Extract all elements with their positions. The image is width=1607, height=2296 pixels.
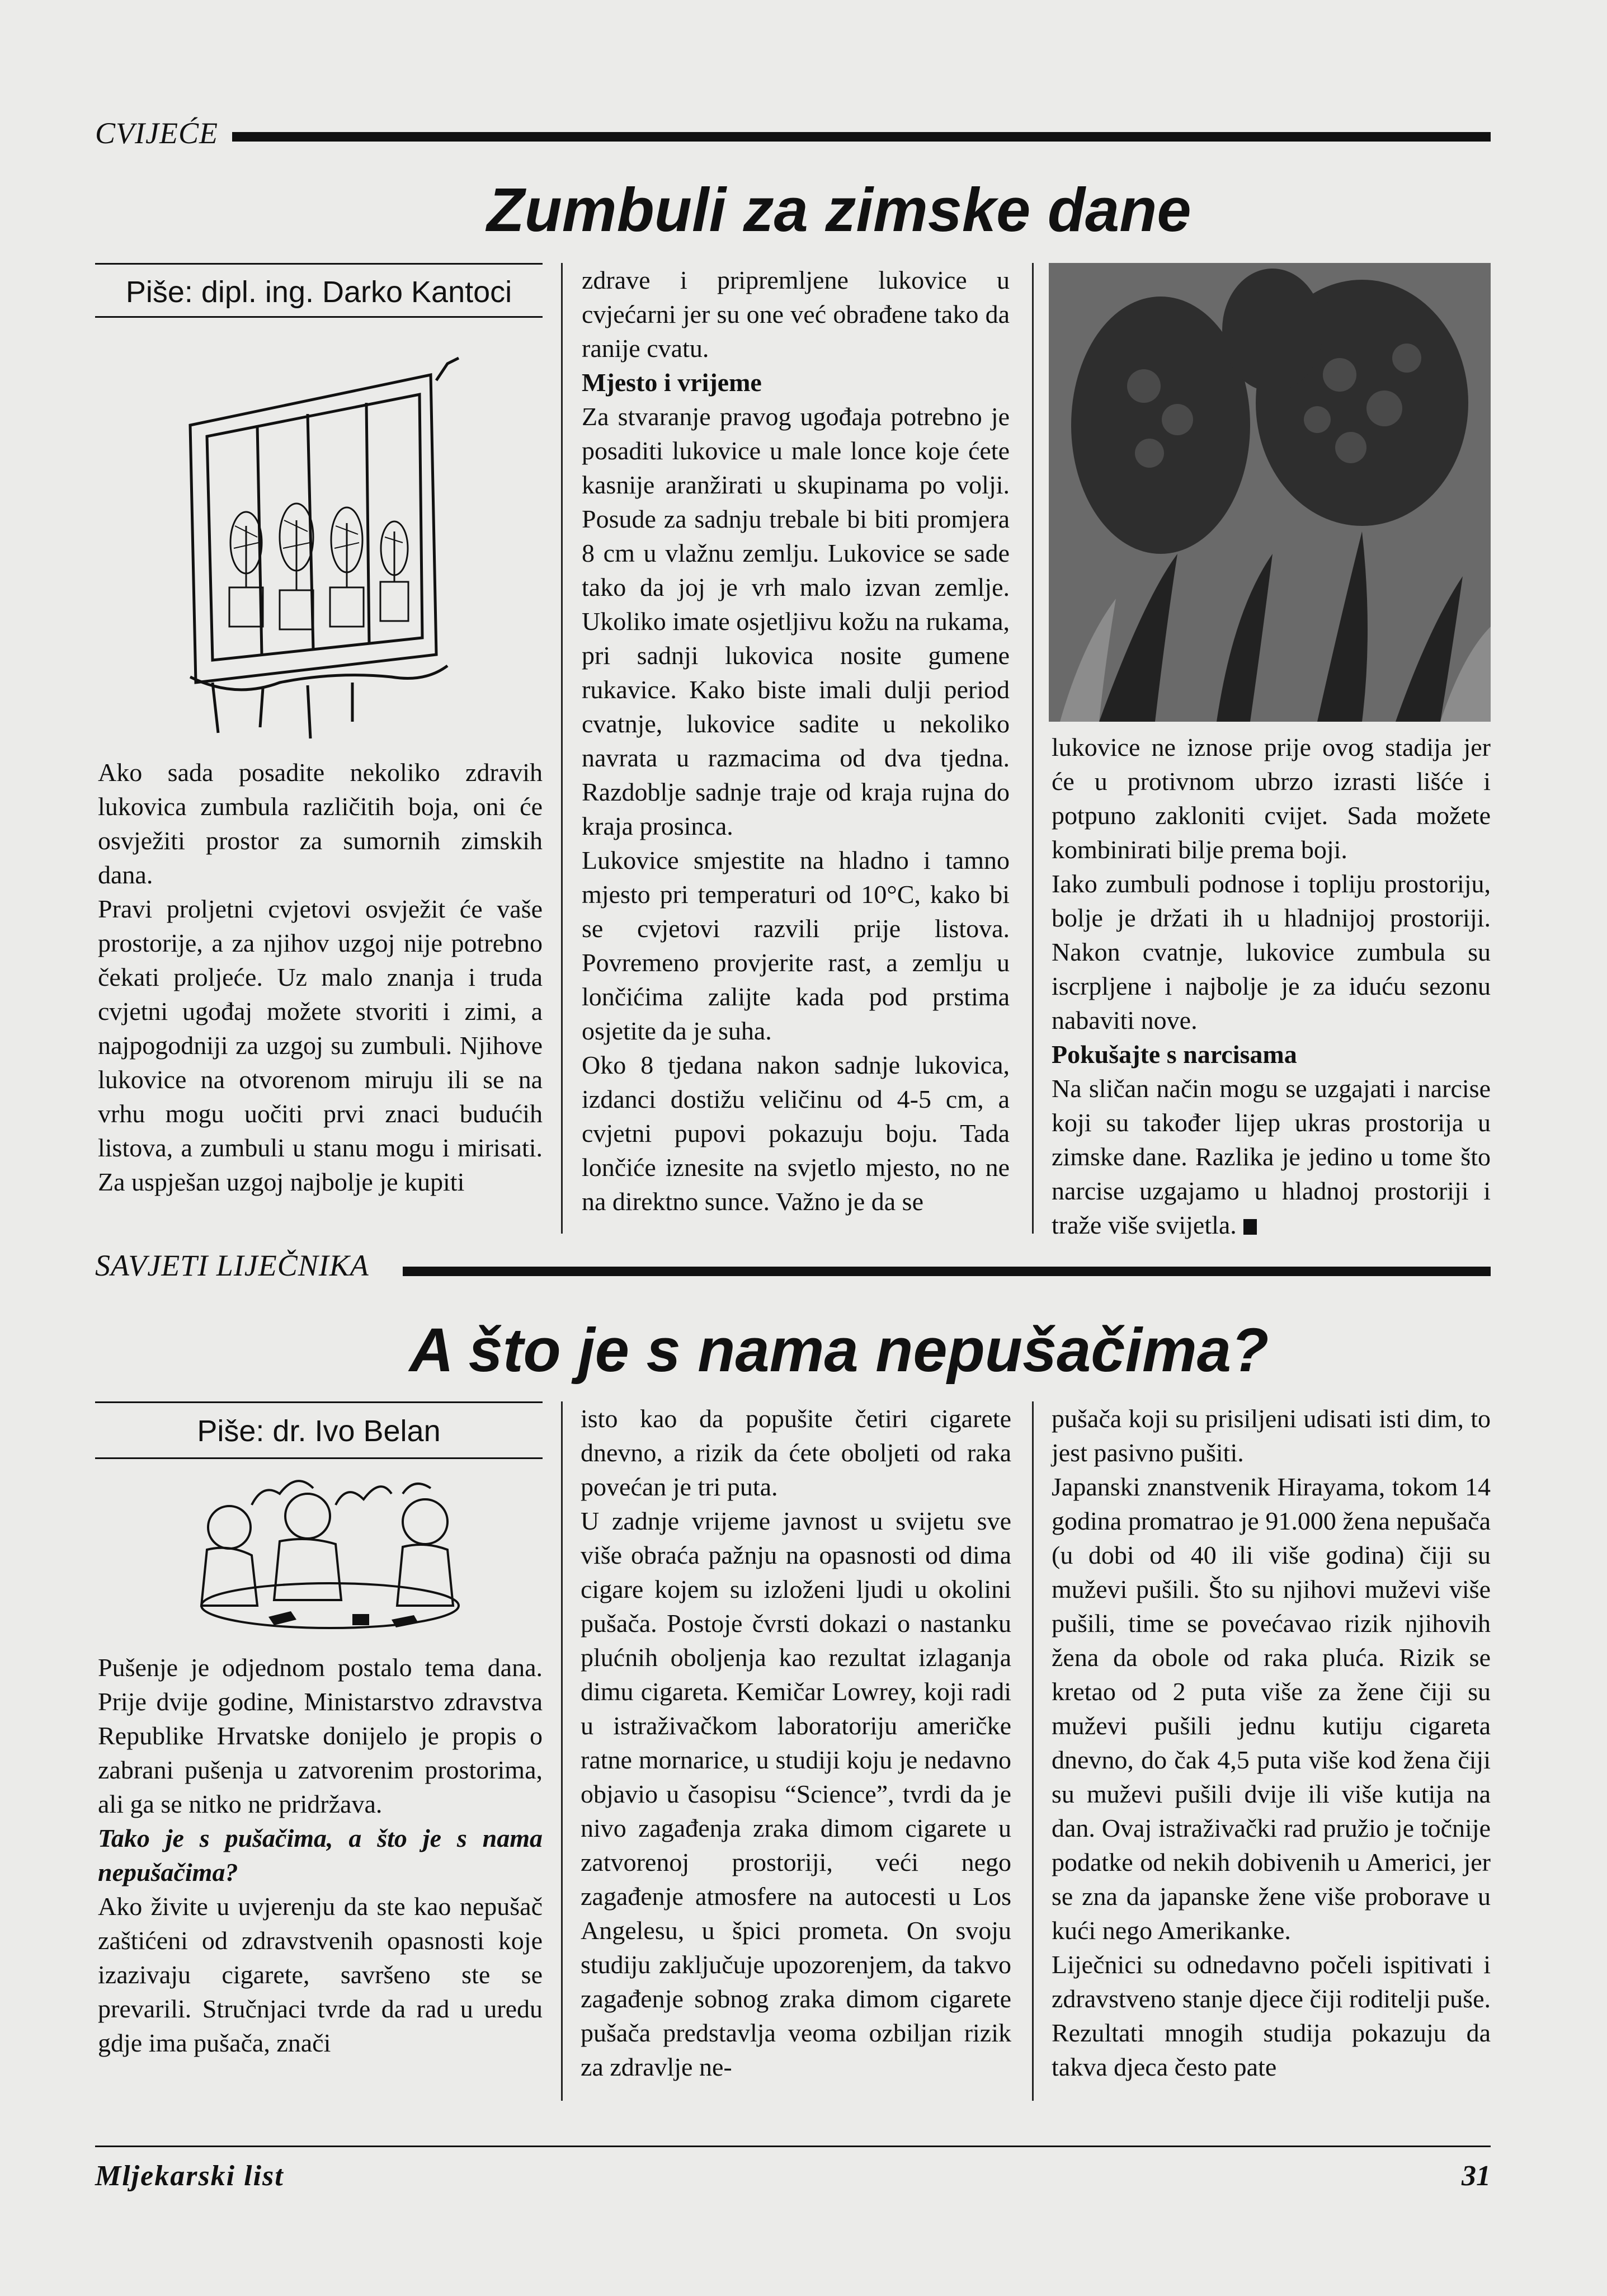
- publication-name: Mljekarski list: [95, 2160, 284, 2192]
- footer-rule: [95, 2146, 1491, 2147]
- subheading: Tako je s pušačima, a što je s nama nepušačima?: [98, 1824, 543, 1886]
- article1-column-3: [1052, 730, 1491, 1242]
- paragraph: isto kao da popušite četiri cigarete dnevno, a rizik da ćete oboljeti od raka povećan je tri puta.: [581, 1404, 1011, 1501]
- column-divider: [561, 263, 563, 1234]
- paragraph: Japanski znanstvenik Hirayama, tokom 14 godina promatrao je 91.000 žena nepušača (u dobi od 40 ili više godina) čiji su muževi pušili. Što su njihovi muževi više pušili, time se povećavao rizik njihovih žena da obole od raka pluća. Rizik se kretao od 2 puta više za žene čiji su muževi pušili jednu kutiju cigareta dnevno, do čak 4,5 puta više kod žena čiji su muževi pušili dvije ili više kutija na dan. Ovaj istraživački rad pružio je točnije podatke od nekih dobivenih u Americi, jer se zna da japanske žene više proborave u kući nego Amerikanke.: [1052, 1472, 1491, 1945]
- paragraph: Iako zumbuli podnose i topliju prostoriju, bolje je držati ih u hladnijoj prostoriji. Nakon cvatnje, lukovice zumbula su iscrpljene i najbolje je za iduću sezonu nabaviti nove.: [1052, 869, 1491, 1034]
- paragraph: Oko 8 tjedana nakon sadnje lukovica, izdanci dostižu veličinu od 4-5 cm, a cvjetni pupovi pokazuju boju. Tada lončiće iznesite na svjetlo mjesto, no ne na direktno sunce. Važno je da se: [582, 1051, 1010, 1216]
- paragraph: zdrave i pripremljene lukovice u cvjećarni jer su one već obrađene tako da ranije cvatu.: [582, 266, 1010, 363]
- paragraph-text: Na sličan način mogu se uzgajati i narcise koji su također lijep ukras prostorija u zimske dane. Razlika je jedino u tome što narcise uzgajamo u hladnoj prostoriji i traže više svijetla.: [1052, 1074, 1491, 1239]
- column-divider: [1032, 263, 1034, 1234]
- end-of-article-mark: [1243, 1219, 1257, 1235]
- section-label: CVIJEĆE: [95, 116, 218, 150]
- article1-column-2: [582, 263, 1010, 1218]
- paragraph: Pušenje je odjednom postalo tema dana. Prije dvije godine, Ministarstvo zdravstva Republike Hrvatske donijelo je propis o zabrani pušenja u zatvorenim prostorima, ali ga se nitko ne pridržava.: [98, 1653, 543, 1818]
- byline-rule-bottom: [95, 1457, 543, 1459]
- window-flowers-illustration: [168, 341, 481, 744]
- page-number: 31: [1462, 2160, 1491, 2192]
- article1-column-1: [98, 755, 543, 1199]
- paragraph: lukovice ne iznose prije ovog stadija jer će u protivnom ubrzo izrasti lišće i potpuno zakloniti cvijet. Sada možete kombinirati bilje prema boji.: [1052, 733, 1491, 864]
- byline: Piše: dr. Ivo Belan: [197, 1414, 441, 1448]
- paragraph: Za stvaranje pravog ugođaja potrebno je posaditi lukovice u male lonce koje ćete kasnije aranžirati u skupinama po volji. Posude za sadnju trebale bi biti promjera 8 cm u vlažnu zemlju. Lukovice se sade tako da joj je vrh malo izvan zemlje. Ukoliko imate osjetljivu kožu na rukama, pri sadnji lukovica nosite gumene rukavice. Kako biste imali dulji period cvatnje, lukovice sadite u nekoliko navrata u razmacima od dva tjedna. Razdoblje sadnje traje od kraja rujna do kraja prosinca.: [582, 402, 1010, 840]
- section-label: SAVJETI LIJEČNIKA: [95, 1249, 369, 1282]
- paragraph: Lukovice smjestite na hladno i tamno mjesto pri temperaturi od 10°C, kako bi se cvjetovi razvili prije listova. Povremeno provjerite rast, a zemlju u lončićima zalijte kada pod prstima osjetite da je suha.: [582, 846, 1010, 1045]
- paragraph: Pravi proljetni cvjetovi osvježit će vaše prostorije, a za njihov uzgoj nije potrebno čekati proljeće. Uz malo znanja i truda cvjetni ugođaj možete stvoriti i zimi, a najpogodniji za uzgoj su zumbuli. Njihove lukovice na otvorenom miruju ili se na vrhu mogu uočiti prvi znaci budućih listova, a zumbuli u stanu mogu i mirisati. Za uspješan uzgoj najbolje je kupiti: [98, 895, 543, 1196]
- hyacinth-photo: [1049, 263, 1491, 722]
- smokers-cartoon: [168, 1471, 492, 1639]
- article-title: Zumbuli za zimske dane: [487, 176, 1191, 244]
- byline: Piše: dipl. ing. Darko Kantoci: [125, 275, 512, 309]
- column-divider: [561, 1401, 563, 2101]
- byline-rule-top: [95, 263, 543, 265]
- byline-rule-bottom: [95, 316, 543, 318]
- paragraph: Ako živite u uvjerenju da ste kao nepušač zaštićeni od zdravstvenih opasnosti koje izazivaju cigarete, savršeno ste se prevarili. Stručnjaci tvrde da rad u uredu gdje ima pušača, znači: [98, 1892, 543, 2057]
- subheading: Pokušajte s narcisama: [1052, 1040, 1297, 1069]
- paragraph: Liječnici su odnedavno počeli ispitivati i zdravstveno stanje djece čiji roditelji puše. Rezultati mnogih studija pokazuju da takva djeca često pate: [1052, 1950, 1491, 2081]
- section-rule: [232, 132, 1491, 142]
- paragraph: U zadnje vrijeme javnost u svijetu sve više obraća pažnju na opasnosti od dima cigare kojem su izloženi ljudi u okolini pušača. Postoje čvrsti dokazi o nastanku plućnih oboljenja kao rezultat izlaganja dimu cigareta. Kemičar Lowrey, koji radi u istraživačkom laboratoriju američke ratne mornarice, u studiji koju je nedavno objavio u časopisu “Science”, tvrdi da je nivo zagađenja zraka dimom cigarete u zatvorenoj prostoriji, veći nego zagađenje atmosfere na autocesti u Los Angelesu, u špici prometa. On svoju studiju zaključuje upozorenjem, da takvo zagađenje sobnog zraka dimom cigarete pušača predstavlja veoma ozbiljan rizik za zdravlje ne-: [581, 1507, 1011, 2081]
- subheading: Mjesto i vrijeme: [582, 368, 762, 397]
- article2-column-1: [98, 1650, 543, 2060]
- column-divider: [1032, 1401, 1034, 2101]
- paragraph: [1052, 1071, 1491, 1242]
- paragraph: pušača koji su prisiljeni udisati isti dim, to jest pasivno pušiti.: [1052, 1404, 1491, 1467]
- article-title: A što je s nama nepušačima?: [409, 1316, 1269, 1385]
- paragraph: Ako sada posadite nekoliko zdravih lukovica zumbula različitih boja, oni će osvježiti prostor za sumornih zimskih dana.: [98, 758, 543, 889]
- byline-rule-top: [95, 1401, 543, 1403]
- section-rule: [403, 1267, 1491, 1276]
- article2-column-3: [1052, 1401, 1491, 2084]
- article2-column-2: [581, 1401, 1011, 2084]
